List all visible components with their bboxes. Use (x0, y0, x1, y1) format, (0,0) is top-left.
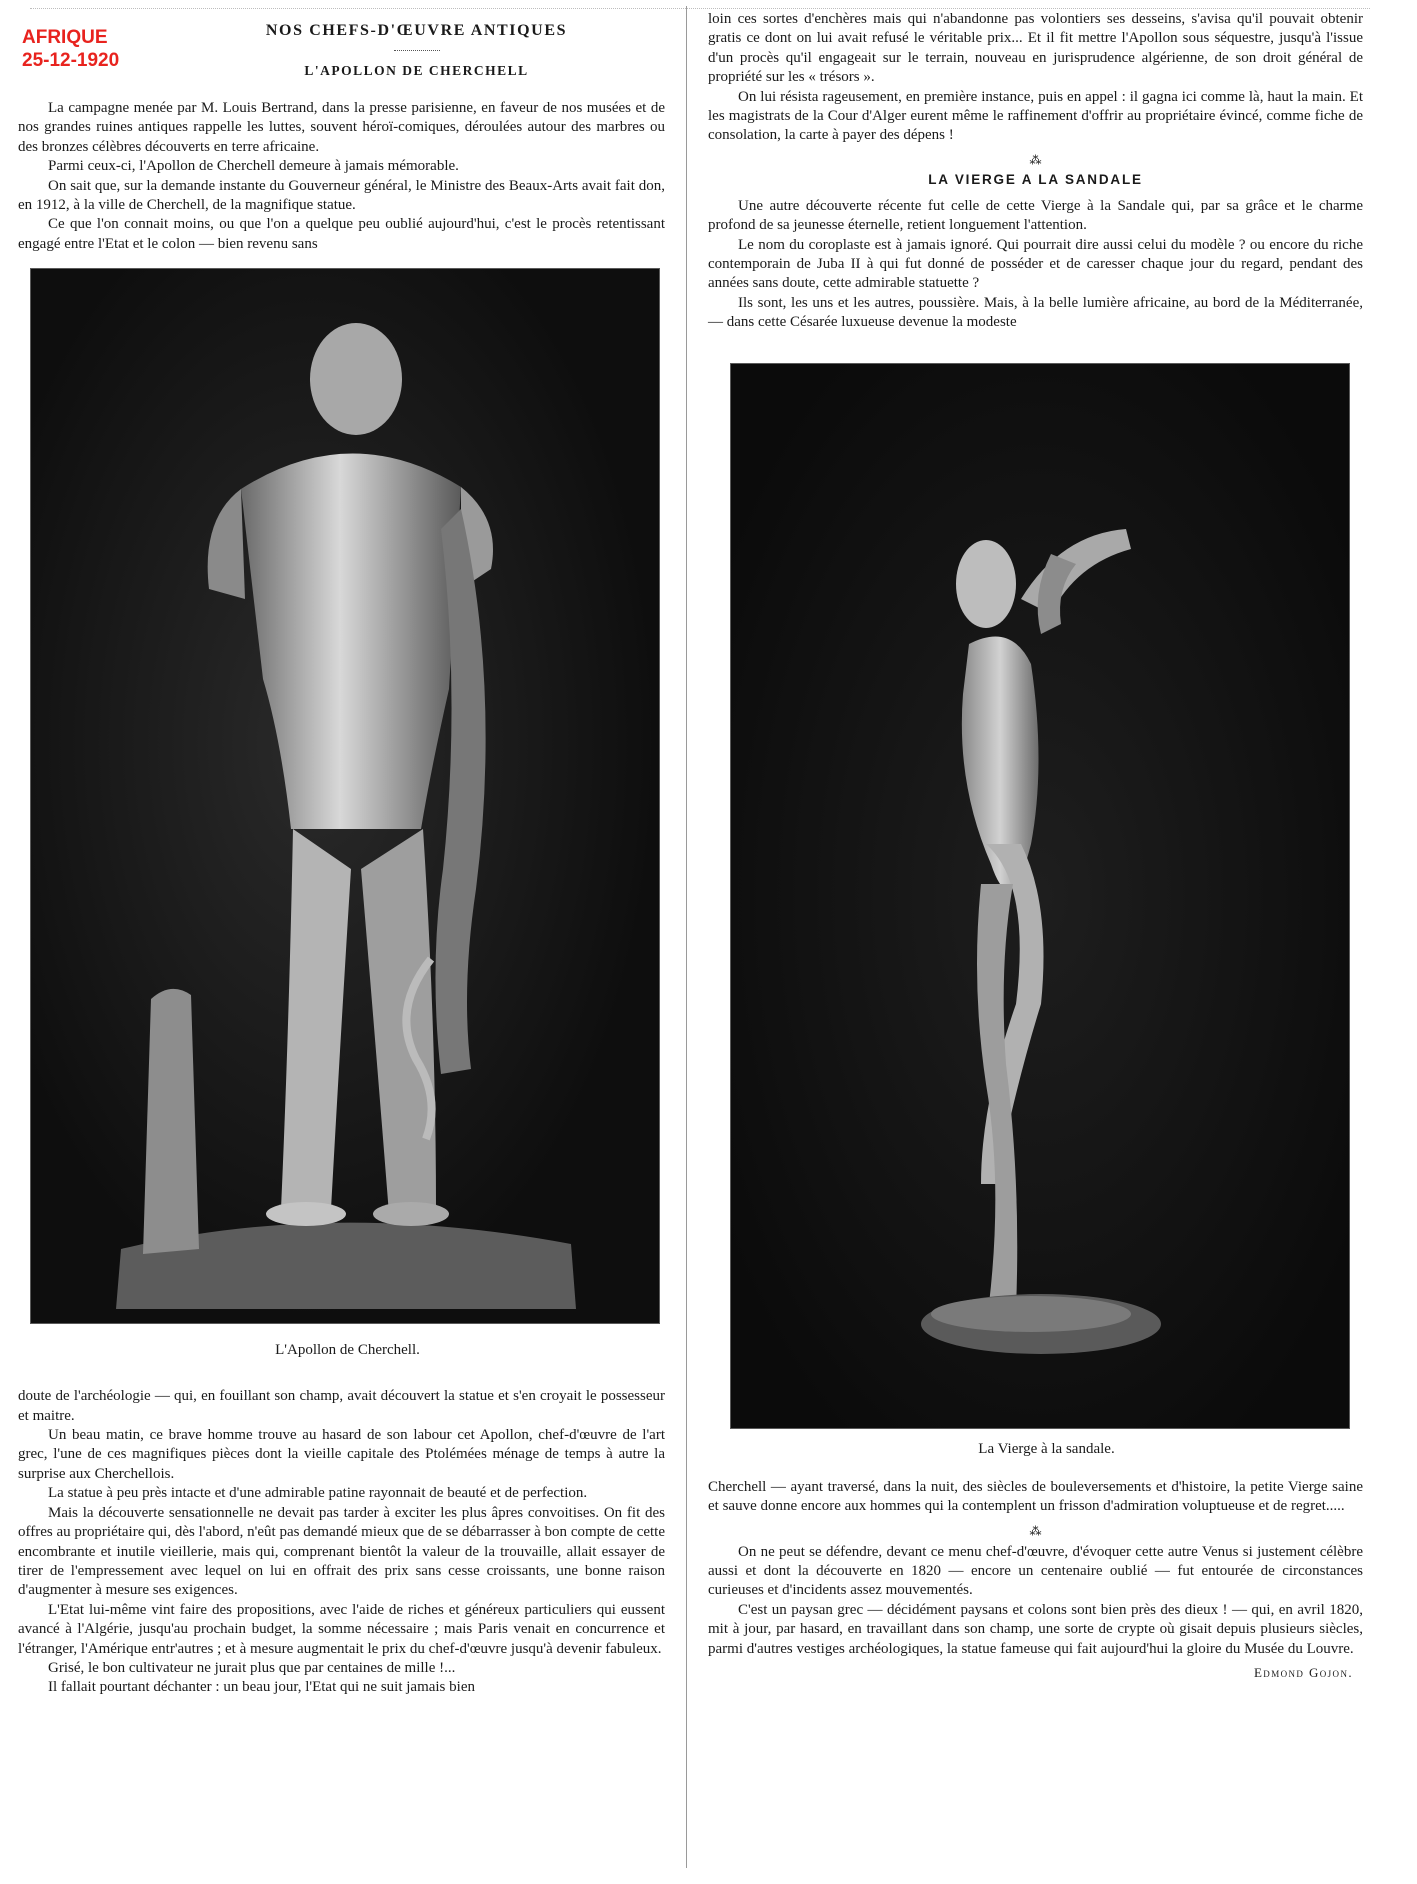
apollo-figure (30, 268, 665, 1359)
paragraph: Grisé, le bon cultivateur ne jurait plus que par centaines de mille !... (48, 1659, 456, 1676)
column-divider (686, 6, 687, 1868)
asterism-divider: ⁂ (1029, 152, 1042, 167)
author-signature: Edmond Gojon. (1253, 1664, 1353, 1680)
right-mid-text (708, 197, 1363, 333)
left-column (18, 18, 665, 1698)
paragraph: loin ces sortes d'enchères mais qui n'abandonne pas volontiers ses desseins, s'avisa qu'il pouvait obtenir gratis ce dont on lui avait refusé le véritable prix... Et il fit mettre l'Apollon sous séquestre, jusqu'à l'issue d'un procès qu'il engageait sur le terrain, nouveau en jurisprudence algérienne, de son droit général de propriété sur les « trésors ». (708, 11, 1363, 86)
right-intro-text (708, 10, 1363, 146)
paragraph: C'est un paysan grec — décidément paysans et colons sont bien près des dieux ! — qui, en avril 1820, mit à jour, par hasard, en travaillant dans son champ, une sorte de crypte où gisait depuis plusieurs siècles, parmi d'autres vestiges archéologiques, la statue fameuse qui fait aujourd'hui la gloire du Musée du Louvre. (708, 1601, 1363, 1657)
section-title: LA VIERGE A LA SANDALE (928, 171, 1143, 187)
vierge-caption: La Vierge à la sandale. (978, 1440, 1115, 1457)
paragraph: Un beau matin, ce brave homme trouve au hasard de son labour cet Apollon, chef-d'œuvre de l'art grec, l'une de ces magnifiques pièces dont la vieille capitale des Ptolémées ménage de temps à autre la surprise aux Cherchellois. (18, 1427, 665, 1482)
left-continuation-text (18, 1387, 665, 1698)
left-intro-text (18, 99, 665, 254)
paragraph: Une autre découverte récente fut celle de cette Vierge à la Sandale qui, par sa grâce et le charme profond de sa jeunesse éternelle, retient longuement l'attention. (708, 197, 1363, 234)
apollo-caption: L'Apollon de Cherchell. (275, 1342, 420, 1359)
vierge-figure (730, 363, 1363, 1458)
paragraph: On sait que, sur la demande instante du Gouverneur général, le Ministre des Beaux-Arts avait fait don, en 1912, à la ville de Cherchell, de la magnifique statue. (18, 177, 665, 214)
vierge-statuette-image (731, 364, 1349, 1428)
paragraph: Cherchell — ayant traversé, dans la nuit, des siècles de bouleversements et d'histoire, la petite Vierge saine et sauve donne encore aux hommes qui la contemplent un frisson d'admiration voluptueuse et de regret..... (708, 1478, 1363, 1515)
top-dotted-rule (30, 8, 1370, 9)
paragraph: Il fallait pourtant déchanter : un beau jour, l'Etat qui ne suit jamais bien (48, 1679, 475, 1696)
right-closing-text (708, 1543, 1363, 1659)
paragraph: doute de l'archéologie — qui, en fouillant son champ, avait découvert la statue et s'en croyait le possesseur et maitre. (18, 1388, 665, 1424)
paragraph: Le nom du coroplaste est à jamais ignoré. Qui pourrait dire aussi celui du modèle ? ou encore du riche contemporain de Juba II à qui fut donné de posséder et de caresser chaque jour du regard, pendant des années sans doute, cette admirable statuette ? (708, 236, 1363, 292)
paragraph: L'Etat lui-même vint faire des propositions, avec l'aide de riches et généreux particuliers qui eussent avancé à l'Algérie, jusqu'au prochain budget, la somme nécessaire ; mais Paris venait en concurrence et l'étranger, l'Amérique entr'autres ; et à mesure augmentait le prix du chef-d'œuvre jusqu'à devenir fabuleux. (18, 1601, 665, 1657)
paragraph: Ils sont, les uns et les autres, poussière. Mais, à la belle lumière africaine, au bord de la Méditerranée, — dans cette Césarée luxueuse devenue la modeste (708, 294, 1363, 331)
stamp-publication: AFRIQUE (22, 27, 108, 48)
paragraph: On lui résista rageusement, en première instance, puis en appel : il gagna ici comme là, haut la main. Et les magistrats de la Cour d'Alger eurent même le raffinement d'offrir au propriétaire évincé, comme fiche de consolation, la carte à payer des dépens ! (708, 88, 1363, 144)
vierge-photo (730, 363, 1350, 1429)
right-column (708, 10, 1363, 1681)
paragraph: Parmi ceux-ci, l'Apollon de Cherchell demeure à jamais mémorable. (48, 158, 459, 175)
paragraph: Ce que l'on connait moins, ou que l'on a quelque peu oublié aujourd'hui, c'est le procès retentissant engagé entre l'Etat et le colon — bien revenu sans (18, 216, 665, 252)
paragraph: On ne peut se défendre, devant ce menu chef-d'œuvre, d'évoquer cette autre Venus si justement célèbre aussi et dont la découverte en 1820 — encore un centenaire oublié — fut entourée de circonstances curieuses et d'incidents assez mouvementés. (708, 1543, 1363, 1599)
right-continuation-text (708, 1478, 1363, 1517)
apollo-statue-image (31, 269, 659, 1323)
article-header (18, 22, 665, 79)
asterism-divider: ⁂ (1029, 1523, 1042, 1538)
stamp-date: 25-12-1920 (22, 50, 120, 71)
series-kicker: NOS CHEFS-D'ŒUVRE ANTIQUES (265, 22, 568, 39)
header-rule (394, 50, 440, 51)
article-title: L'APOLLON DE CHERCHELL (304, 63, 529, 78)
apollo-photo (30, 268, 660, 1324)
paragraph: La statue à peu près intacte et d'une admirable patine rayonnait de beauté et de perfection. (48, 1485, 588, 1502)
paragraph: La campagne menée par M. Louis Bertrand, dans la presse parisienne, en faveur de nos musées et de nos grandes ruines antiques rappelle les luttes, souvent héroï-comiques, déroulées autour des marbres ou des bronzes célèbres découverts en terre africaine. (18, 100, 665, 155)
paragraph: Mais la découverte sensationnelle ne devait pas tarder à exciter les plus âpres convoitises. On fit des offres au propriétaire qui, dès l'abord, n'eût pas demandé mieux que de se débarrasser à bon compte de cette encombrante et inutile vieillerie, mais qui, comprenant bientôt la valeur de la trouvaille, allait essayer de tirer de l'empressement avec lequel on lui en offrait des prix sans cesse croissants, une bonne raison d'augmenter à mesure ses exigences. (18, 1504, 665, 1599)
